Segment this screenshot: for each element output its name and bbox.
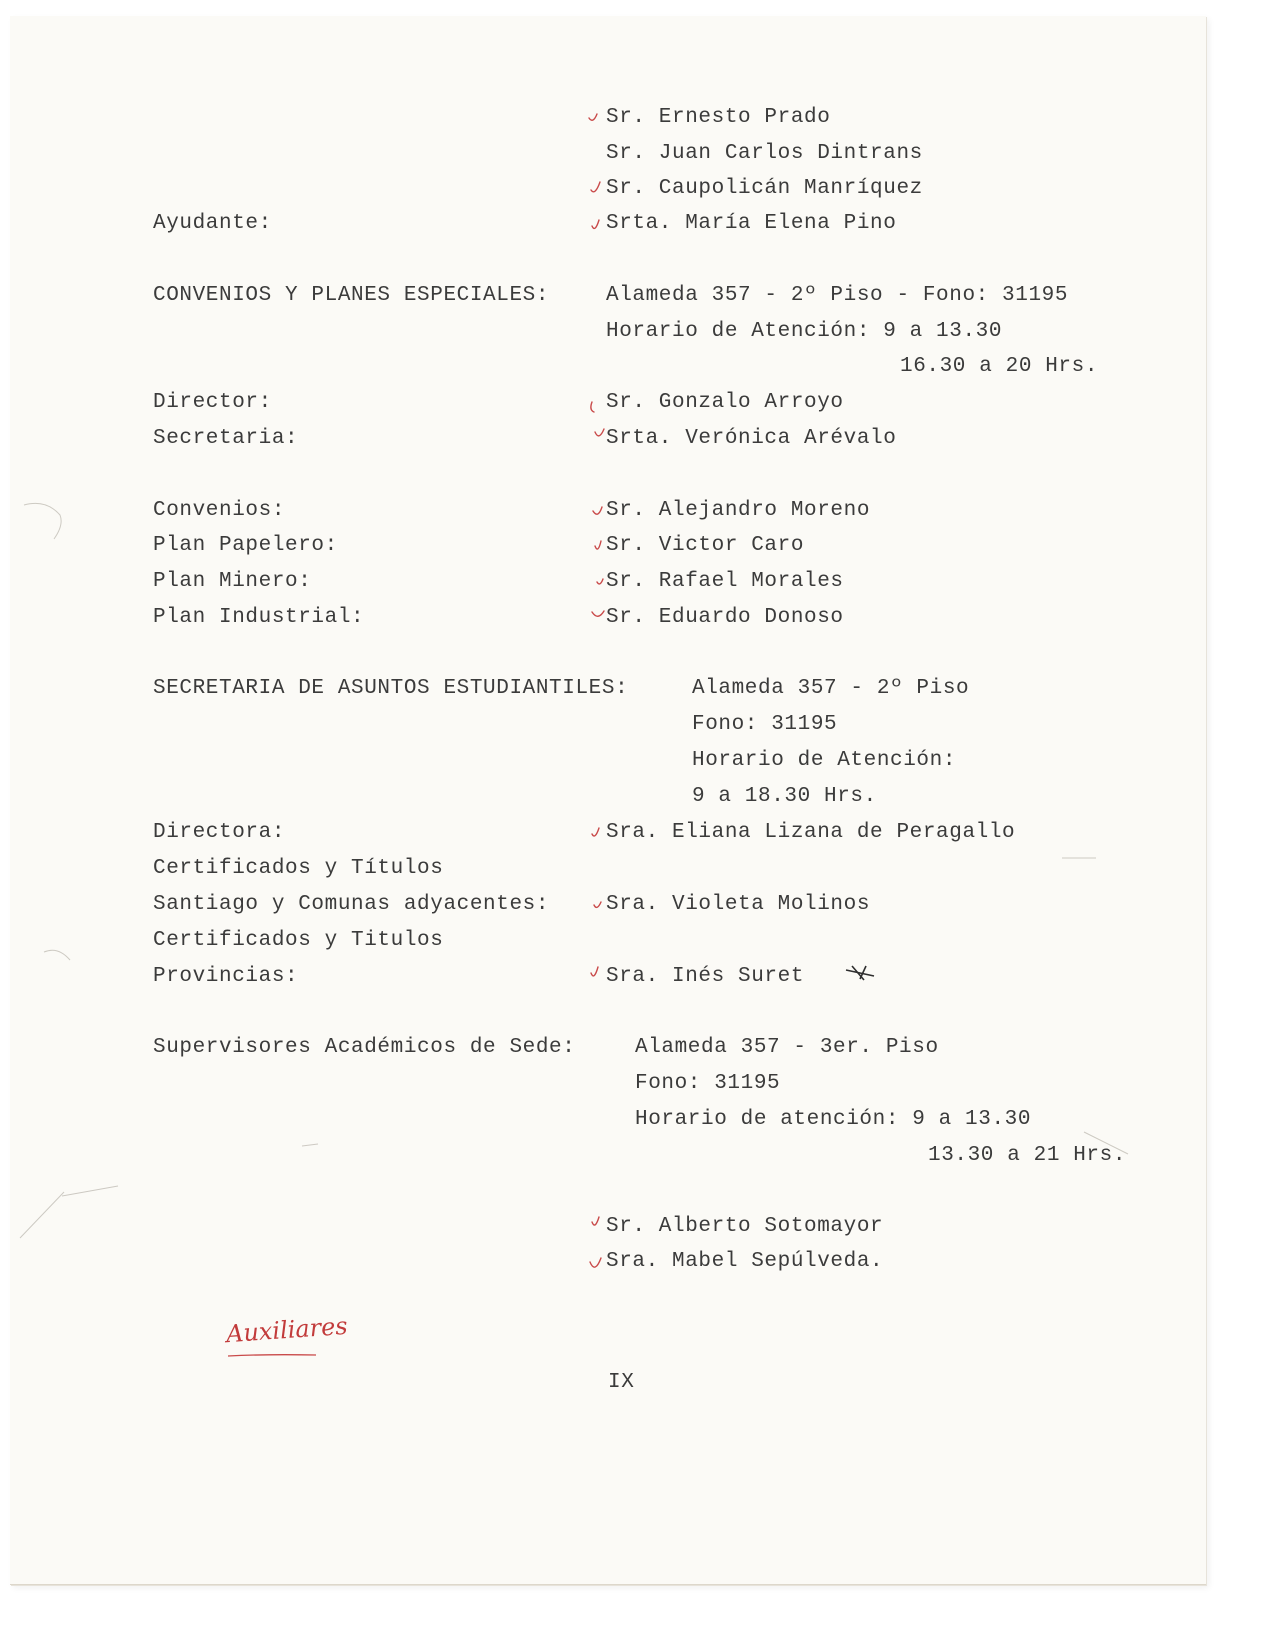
typed-line: Sra. Eliana Lizana de Peragallo [606,821,1016,844]
typed-line: Plan Minero: [153,570,312,593]
typed-line: Santiago y Comunas adyacentes: [153,893,550,916]
typed-line: Sra. Violeta Molinos [606,893,871,916]
typed-line: Certificados y Títulos [153,857,444,880]
typed-line: 16.30 a 20 Hrs. [900,355,1099,378]
typed-line: Certificados y Titulos [153,929,444,952]
typed-line: Directora: [153,821,286,844]
typed-line: Provincias: [153,965,299,988]
typed-line: Alameda 357 - 2º Piso - Fono: 31195 [606,284,1069,307]
typed-line: CONVENIOS Y PLANES ESPECIALES: [153,284,550,307]
typed-line: Supervisores Académicos de Sede: [153,1036,576,1059]
typed-line: Sr. Caupolicán Manríquez [606,177,923,200]
typed-line: Sr. Victor Caro [606,534,805,557]
typed-line: Alameda 357 - 3er. Piso [635,1036,939,1059]
typed-line: Alameda 357 - 2º Piso [692,677,970,700]
typed-line: Sra. Inés Suret [606,965,805,988]
typed-line: Horario de atención: 9 a 13.30 [635,1108,1032,1131]
typed-line: Sr. Eduardo Donoso [606,606,844,629]
typed-line: Plan Industrial: [153,606,365,629]
typed-line: Sr. Gonzalo Arroyo [606,391,844,414]
typed-line: Sr. Juan Carlos Dintrans [606,142,923,165]
typed-line: Fono: 31195 [635,1072,781,1095]
typed-line: Sr. Alejandro Moreno [606,499,871,522]
typed-line: Horario de Atención: [692,749,957,772]
typed-line: Horario de Atención: 9 a 13.30 [606,320,1003,343]
typed-line: Sra. Mabel Sepúlveda. [606,1250,884,1273]
typed-line: Sr. Rafael Morales [606,570,844,593]
typed-line: Srta. Verónica Arévalo [606,427,897,450]
typed-line: SECRETARIA DE ASUNTOS ESTUDIANTILES: [153,677,629,700]
typed-line: Sr. Ernesto Prado [606,106,831,129]
typed-line: 9 a 18.30 Hrs. [692,785,877,808]
typed-line: Ayudante: [153,212,272,235]
handwritten-note: Auxiliares [225,1311,349,1349]
typed-line: Srta. María Elena Pino [606,212,897,235]
typed-line: Fono: 31195 [692,713,838,736]
typed-line: Director: [153,391,272,414]
typed-line: Plan Papelero: [153,534,338,557]
typed-line: 13.30 a 21 Hrs. [928,1144,1127,1167]
typed-line: Convenios: [153,499,286,522]
typed-line: Secretaria: [153,427,299,450]
typed-line: Sr. Alberto Sotomayor [606,1215,884,1238]
document-page [10,16,1206,1585]
typed-line: IX [608,1371,635,1394]
